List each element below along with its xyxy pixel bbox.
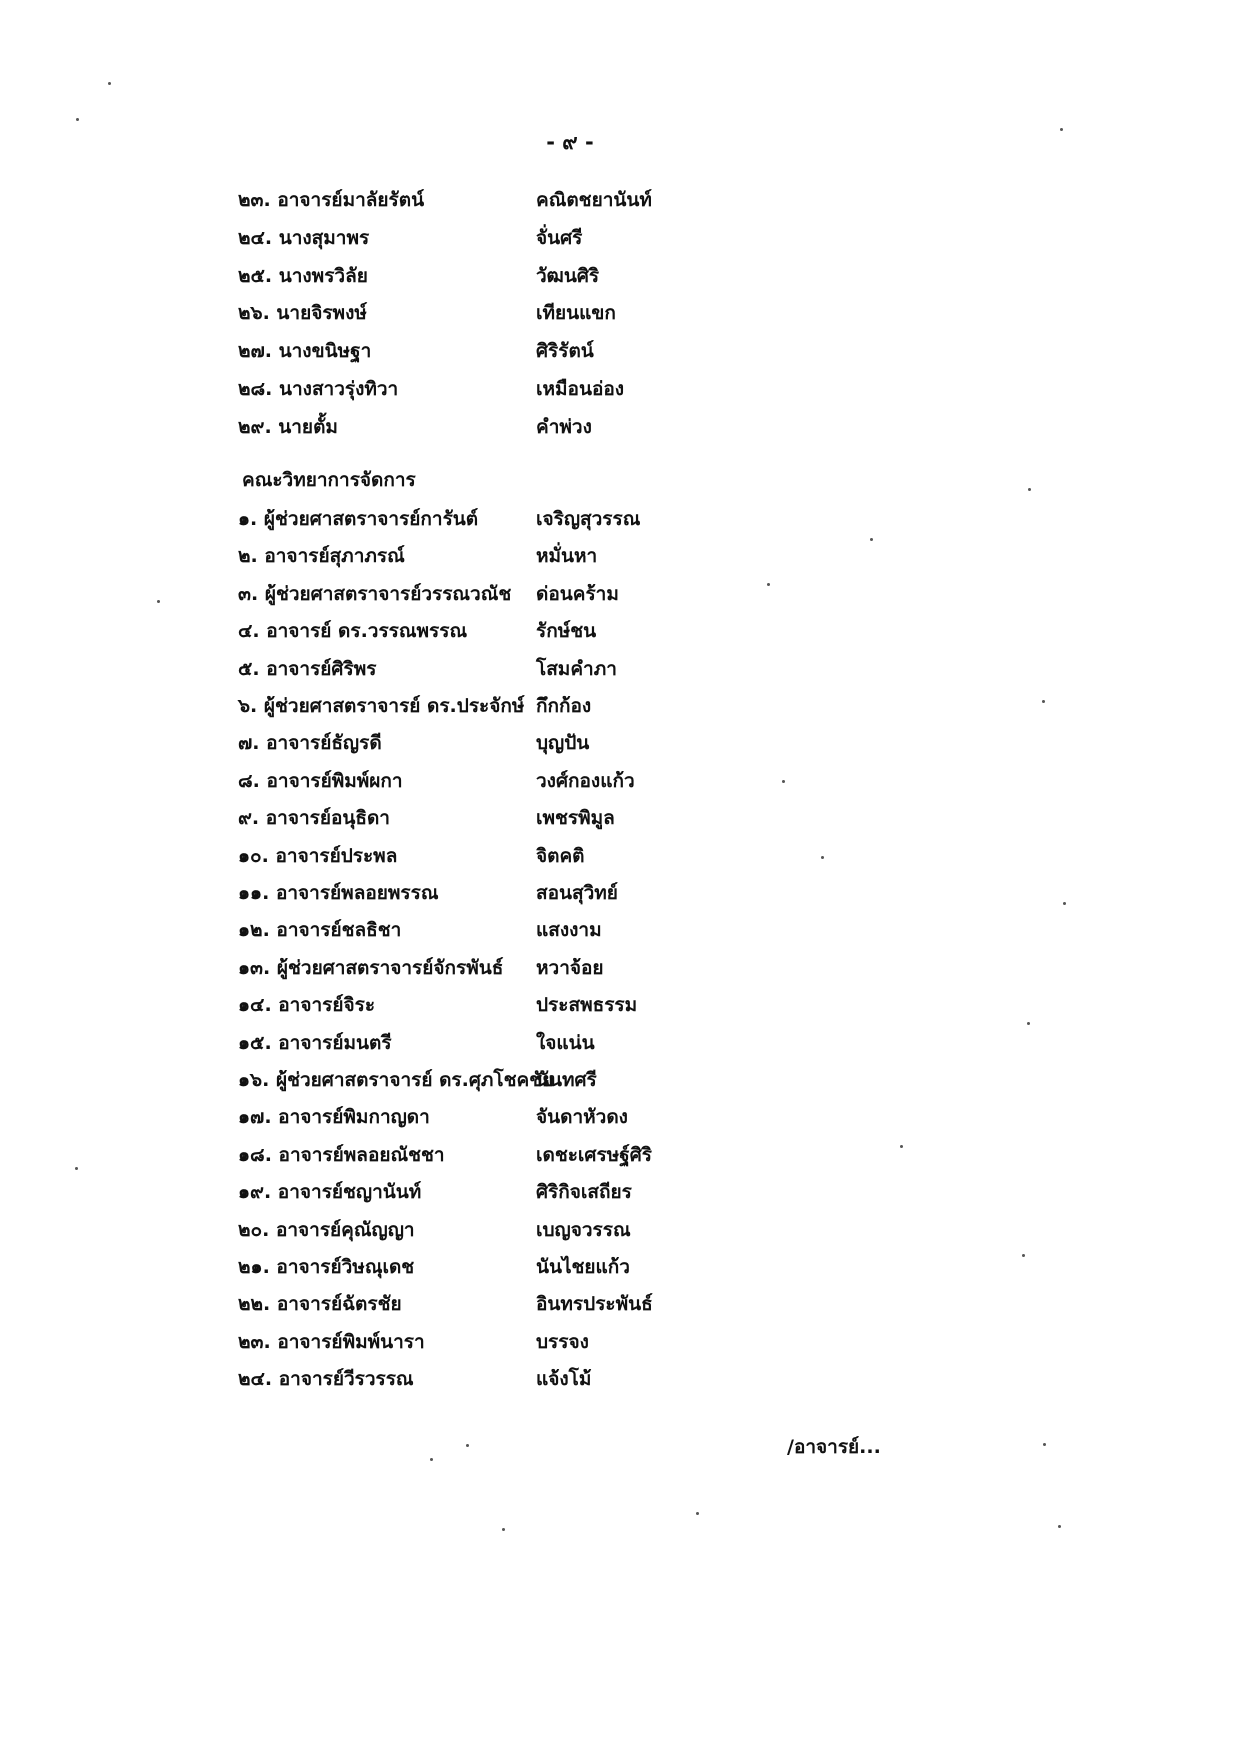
staff-row [238, 1136, 758, 1174]
staff-row [238, 1024, 758, 1062]
staff-row [238, 537, 758, 575]
staff-surname: คณิตชยานันท์ [536, 189, 652, 211]
staff-surname: จันดาหัวดง [536, 1106, 628, 1129]
scan-speck [1063, 902, 1066, 905]
scan-speck [767, 583, 770, 586]
staff-surname: เจริญสุวรรณ [536, 508, 641, 530]
scan-speck [1028, 488, 1031, 491]
scan-speck [821, 856, 824, 859]
scan-speck [75, 1167, 78, 1170]
staff-title-name: ๗. อาจารย์ธัญรดี [238, 732, 382, 755]
staff-title-name: ๑๔. อาจารย์จิระ [238, 994, 376, 1017]
scan-speck [870, 538, 873, 541]
staff-surname: วงศ์กองแก้ว [536, 769, 635, 792]
staff-row [238, 762, 758, 800]
staff-title-name: ๒๓. อาจารย์มาลัยรัตน์ [238, 189, 425, 211]
staff-row [238, 1061, 758, 1099]
staff-row [238, 219, 758, 257]
scan-speck [1027, 1022, 1030, 1025]
scan-speck [502, 1528, 505, 1531]
staff-title-name: ๒๒. อาจารย์ฉัตรชัย [238, 1293, 402, 1316]
staff-surname: เหมือนอ่อง [536, 378, 625, 400]
staff-row [238, 257, 758, 295]
staff-surname: เบญจวรรณ [536, 1218, 631, 1241]
staff-surname: หวาจ้อย [536, 956, 604, 979]
scan-speck [1022, 1254, 1025, 1257]
staff-surname: ด่อนคร้าม [536, 582, 619, 605]
staff-title-name: ๘. อาจารย์พิมพ์ผกา [238, 769, 403, 792]
staff-row [238, 874, 758, 912]
continuation-note: /อาจารย์... [787, 1436, 881, 1458]
staff-surname: อินทรประพันธ์ [536, 1293, 653, 1316]
scan-speck [782, 780, 785, 783]
staff-surname: รักษ์ชน [536, 620, 597, 643]
staff-title-name: ๒. อาจารย์สุภาภรณ์ [238, 545, 405, 568]
staff-surname: แจ้งโม้ [536, 1368, 592, 1391]
staff-row [238, 1323, 758, 1361]
staff-surname: หมั่นหา [536, 545, 598, 568]
staff-surname: บรรจง [536, 1330, 589, 1353]
staff-surname: นันไชยแก้ว [536, 1256, 630, 1278]
staff-row [238, 500, 758, 538]
staff-row [238, 1098, 758, 1136]
staff-row [238, 911, 758, 949]
staff-title-name: ๒๔. อาจารย์วีรวรรณ [238, 1368, 414, 1391]
staff-title-name: ๕. อาจารย์ศิริพร [238, 657, 377, 680]
staff-row [238, 687, 758, 725]
staff-title-name: ๑. ผู้ช่วยศาสตราจารย์การันต์ [238, 508, 479, 530]
staff-title-name: ๖. ผู้ช่วยศาสตราจารย์ ดร.ประจักษ์ [238, 695, 525, 717]
staff-surname: เดชะเศรษฐ์ศิริ [536, 1143, 652, 1166]
staff-row [238, 408, 758, 446]
staff-title-name: ๑๓. ผู้ช่วยศาสตราจารย์จักรพันธ์ [238, 956, 504, 979]
scan-speck [108, 82, 111, 85]
staff-row [238, 724, 758, 762]
staff-title-name: ๑๙. อาจารย์ชญานันท์ [238, 1181, 422, 1204]
staff-title-name: ๙. อาจารย์อนุธิดา [238, 807, 390, 830]
staff-surname: ใจแน่น [536, 1031, 595, 1054]
staff-row [238, 799, 758, 837]
staff-surname: คำพ่วง [536, 415, 592, 438]
section-heading: คณะวิทยาการจัดการ [242, 469, 416, 491]
staff-title-name: ๑๗. อาจารย์พิมกาญดา [238, 1106, 430, 1129]
staff-surname: จิตคติ [536, 844, 585, 867]
scan-speck [76, 118, 79, 121]
scan-speck [1042, 700, 1045, 703]
staff-row [238, 332, 758, 370]
staff-surname: ศิริรัตน์ [536, 340, 594, 363]
scan-speck [157, 600, 160, 603]
staff-title-name: ๑๐. อาจารย์ประพล [238, 844, 398, 867]
staff-surname: จั่นศรี [536, 226, 583, 249]
staff-row [238, 1173, 758, 1211]
staff-row [238, 1248, 758, 1286]
staff-row [238, 575, 758, 613]
staff-row [238, 650, 758, 688]
staff-title-name: ๒๖. นายจิรพงษ์ [238, 302, 367, 325]
staff-row [238, 181, 758, 219]
staff-surname: นันทศรี [536, 1069, 597, 1091]
staff-title-name: ๑๒. อาจารย์ชลธิชา [238, 919, 402, 942]
staff-surname: สอนสุวิทย์ [536, 882, 618, 904]
staff-title-name: ๒๙. นายตั้ม [238, 415, 338, 438]
staff-surname: เทียนแขก [536, 302, 616, 325]
staff-surname: บุญปัน [536, 732, 590, 755]
staff-title-name: ๒๓. อาจารย์พิมพ์นารา [238, 1330, 425, 1353]
staff-surname: วัฒนศิริ [536, 264, 600, 287]
scan-speck [1060, 128, 1063, 131]
staff-title-name: ๑๕. อาจารย์มนตรี [238, 1031, 392, 1054]
staff-title-name: ๓. ผู้ช่วยศาสตราจารย์วรรณวณัช [238, 582, 512, 605]
staff-title-name: ๑๘. อาจารย์พลอยณัชชา [238, 1143, 445, 1166]
staff-row [238, 294, 758, 332]
scan-speck [430, 1458, 433, 1461]
staff-title-name: ๒๑. อาจารย์วิษณุเดช [238, 1256, 415, 1278]
staff-title-name: ๒๕. นางพรวิลัย [238, 264, 368, 287]
staff-row [238, 1360, 758, 1398]
staff-title-name: ๔. อาจารย์ ดร.วรรณพรรณ [238, 620, 468, 643]
scan-speck [696, 1512, 699, 1515]
staff-row [238, 986, 758, 1024]
staff-row [238, 949, 758, 987]
scan-speck [900, 1145, 903, 1148]
staff-row [238, 837, 758, 875]
staff-row [238, 370, 758, 408]
scan-speck [1058, 1525, 1061, 1528]
scan-speck [466, 1444, 469, 1447]
scan-speck [1043, 1443, 1046, 1446]
staff-surname: โสมคำภา [536, 657, 617, 680]
staff-surname: แสงงาม [536, 919, 602, 942]
staff-surname: เพชรพิมูล [536, 807, 615, 830]
staff-row [238, 612, 758, 650]
staff-surname: ประสพธรรม [536, 994, 638, 1017]
staff-title-name: ๒๐. อาจารย์คุณัญญา [238, 1218, 415, 1241]
staff-title-name: ๑๖. ผู้ช่วยศาสตราจารย์ ดร.ศุภโชคชัย [238, 1069, 554, 1091]
staff-title-name: ๒๗. นางขนิษฐา [238, 340, 372, 363]
staff-row [238, 1211, 758, 1249]
staff-row [238, 1285, 758, 1323]
staff-surname: ศิริกิจเสถียร [536, 1181, 632, 1204]
staff-title-name: ๒๘. นางสาวรุ่งทิวา [238, 378, 399, 400]
staff-title-name: ๑๑. อาจารย์พลอยพรรณ [238, 882, 439, 904]
staff-title-name: ๒๔. นางสุมาพร [238, 226, 370, 249]
page-number: - ๙ - [546, 130, 594, 154]
staff-surname: กึกก้อง [536, 695, 592, 717]
